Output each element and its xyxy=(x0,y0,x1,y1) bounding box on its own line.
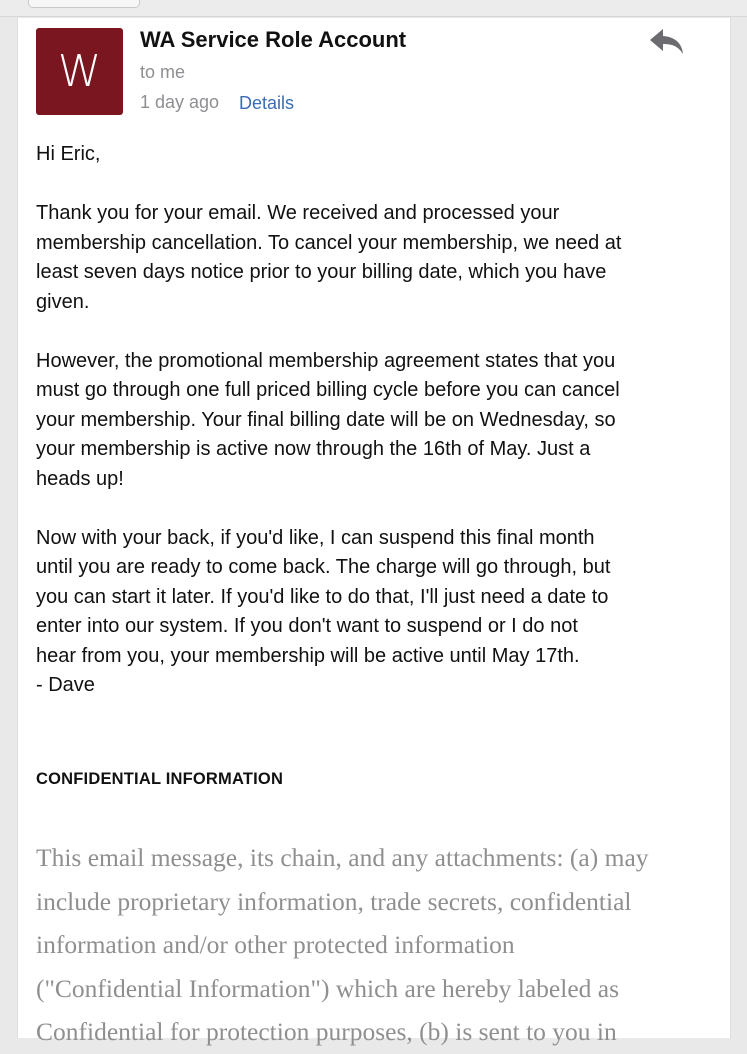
sender-name: WA Service Role Account xyxy=(140,27,407,52)
confidentiality-notice xyxy=(36,836,726,1054)
notice-line: Confidential for protection purposes, (b) is sent to you in xyxy=(36,1017,617,1046)
message-paragraph: However, the promotional membership agreement states that you must go through one full priced billing cycle before you can cancel your membership. Your final billing date will be on Wednesday, so your membership is active now through the 16th of May. Just a heads up! xyxy=(36,349,620,490)
notice-line: This email message, its chain, and any attachments: (a) may xyxy=(36,843,649,872)
notice-line: information and/or other protected information xyxy=(36,930,515,959)
greeting: Hi Eric, xyxy=(36,143,101,165)
confidential-heading: CONFIDENTIAL INFORMATION xyxy=(36,770,284,788)
email-message-card xyxy=(17,18,731,1046)
reply-button[interactable] xyxy=(648,26,688,60)
message-paragraph: Thank you for your email. We received and processed your membership cancellation. To cancel your membership, we need at least seven days notice prior to your billing date, which you have given. xyxy=(36,202,622,313)
message-body xyxy=(36,140,726,730)
details-link[interactable]: Details xyxy=(239,93,295,113)
sender-avatar: W xyxy=(36,28,123,115)
received-time: 1 day ago xyxy=(140,92,220,112)
message-paragraph: Now with your back, if you'd like, I can suspend this final month until you are ready to come back. The charge will go through, but you can start it later. If you'd like to do that, I'll just need a date to enter into our system. If you don't want to suspend or I do not hear from you, your membership will be active until May 17th. - Dave xyxy=(36,526,611,696)
top-toolbar-strip xyxy=(0,0,747,17)
recipient-line: to me xyxy=(140,62,186,82)
reply-arrow-icon xyxy=(648,26,688,60)
notice-line: include proprietary information, trade secrets, confidential xyxy=(36,886,632,916)
toolbar-button[interactable] xyxy=(28,0,140,8)
notice-line: ("Confidential Information") which are hereby labeled as xyxy=(36,973,620,1003)
